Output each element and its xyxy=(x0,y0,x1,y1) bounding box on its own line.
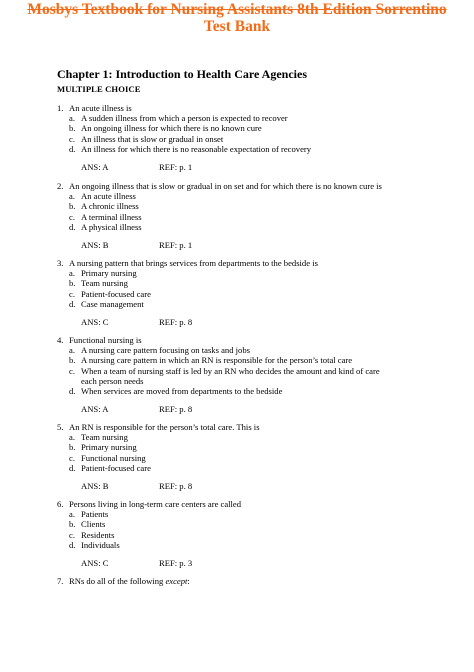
option-a xyxy=(57,432,437,442)
option-letter: b. xyxy=(69,123,76,134)
option-text: Functional nursing xyxy=(81,452,146,463)
answer-line xyxy=(57,162,437,173)
option-b xyxy=(57,442,437,452)
question-7 xyxy=(57,576,437,586)
option-a xyxy=(57,191,437,201)
question-number: 4. xyxy=(57,335,64,345)
question-2 xyxy=(57,181,437,251)
option-a xyxy=(57,345,437,355)
answer-line xyxy=(57,317,437,328)
option-a xyxy=(57,509,437,519)
answer-line xyxy=(57,240,437,251)
answer-line xyxy=(57,481,437,492)
question-number: 6. xyxy=(57,499,64,509)
option-text: Primary nursing xyxy=(81,268,137,279)
option-letter: a. xyxy=(69,191,75,202)
option-b xyxy=(57,123,437,133)
option-d xyxy=(57,299,437,309)
question-number: 2. xyxy=(57,181,64,191)
question-text: RNs do all of the following xyxy=(69,576,166,586)
question-stem xyxy=(57,499,437,509)
option-a xyxy=(57,113,437,123)
option-text: A nursing care pattern in which an RN is responsible for the person’s total care xyxy=(81,355,353,366)
option-text: Residents xyxy=(81,529,115,540)
option-text: A nursing care pattern focusing on tasks and jobs xyxy=(81,345,250,356)
option-text: Primary nursing xyxy=(81,442,137,453)
question-stem xyxy=(57,422,437,432)
option-text: Team nursing xyxy=(81,432,128,443)
option-letter: a. xyxy=(69,345,75,356)
question-text-emphasis: except xyxy=(165,576,188,586)
answer-line xyxy=(57,558,437,569)
option-letter: c. xyxy=(69,529,75,540)
option-letter: c. xyxy=(69,365,75,376)
option-letter: c. xyxy=(69,452,75,463)
question-text-end: : xyxy=(187,576,190,586)
option-text: An acute illness xyxy=(81,191,136,202)
question-text: An ongoing illness that is slow or gradual in on set and for which there is no known cure is xyxy=(69,181,382,191)
option-letter: b. xyxy=(69,519,76,530)
option-b xyxy=(57,201,437,211)
reference: REF: p. 1 xyxy=(159,162,193,173)
option-b xyxy=(57,278,437,288)
option-c xyxy=(57,366,381,386)
question-stem xyxy=(57,576,437,586)
question-3 xyxy=(57,258,437,328)
reference: REF: p. 8 xyxy=(159,481,193,492)
answer: ANS: C xyxy=(81,558,109,569)
option-letter: a. xyxy=(69,432,75,443)
option-letter: d. xyxy=(69,539,76,550)
question-text: Persons living in long-term care centers are called xyxy=(69,499,242,509)
reference: REF: p. 8 xyxy=(159,404,193,415)
option-text: A sudden illness from which a person is expected to recover xyxy=(81,113,288,124)
question-stem xyxy=(57,181,437,191)
question-number: 1. xyxy=(57,103,64,113)
option-text: When services are moved from departments to the bedside xyxy=(81,386,283,397)
option-d xyxy=(57,222,437,232)
option-letter: c. xyxy=(69,211,75,222)
option-text: Clients xyxy=(81,519,106,530)
option-c xyxy=(57,530,437,540)
answer: ANS: A xyxy=(81,404,109,415)
option-text: Patient-focused care xyxy=(81,462,151,473)
chapter-heading: Chapter 1: Introduction to Health Care Agencies xyxy=(57,67,307,81)
option-text: A terminal illness xyxy=(81,211,142,222)
question-stem xyxy=(57,258,437,268)
question-number: 7. xyxy=(57,576,64,586)
option-letter: a. xyxy=(69,268,75,279)
document-title xyxy=(0,1,474,35)
answer: ANS: C xyxy=(81,317,109,328)
option-c xyxy=(57,134,437,144)
option-d xyxy=(57,463,437,473)
question-5 xyxy=(57,422,437,492)
question-1 xyxy=(57,103,437,173)
option-text: Patients xyxy=(81,509,109,520)
option-text: A chronic illness xyxy=(81,201,139,212)
option-b xyxy=(57,519,437,529)
option-text: A physical illness xyxy=(81,221,142,232)
answer: ANS: B xyxy=(81,481,109,492)
answer: ANS: B xyxy=(81,240,109,251)
option-a xyxy=(57,268,437,278)
option-letter: b. xyxy=(69,355,76,366)
reference: REF: p. 3 xyxy=(159,558,193,569)
option-text: When a team of nursing staff is led by an RN who decides the amount and kind of care each person needs xyxy=(81,365,380,386)
option-letter: a. xyxy=(69,509,75,520)
question-text: Functional nursing is xyxy=(69,335,142,345)
question-text: An acute illness is xyxy=(69,103,132,113)
option-c xyxy=(57,289,437,299)
option-letter: b. xyxy=(69,442,76,453)
title-line-1: Mosbys Textbook for Nursing Assistants 8th Edition Sorrentino xyxy=(27,1,447,18)
option-letter: d. xyxy=(69,386,76,397)
question-text: An RN is responsible for the person’s total care. This is xyxy=(69,422,260,432)
option-letter: d. xyxy=(69,143,76,154)
option-b xyxy=(57,355,437,365)
reference: REF: p. 1 xyxy=(159,240,193,251)
question-number: 3. xyxy=(57,258,64,268)
question-stem xyxy=(57,103,437,113)
answer: ANS: A xyxy=(81,162,109,173)
option-letter: b. xyxy=(69,201,76,212)
question-6 xyxy=(57,499,437,569)
question-text: A nursing pattern that brings services from departments to the bedside is xyxy=(69,258,318,268)
option-text: Case management xyxy=(81,298,144,309)
option-d xyxy=(57,144,437,154)
option-c xyxy=(57,212,437,222)
option-letter: a. xyxy=(69,113,75,124)
option-d xyxy=(57,540,437,550)
option-letter: b. xyxy=(69,278,76,289)
option-text: An ongoing illness for which there is no known cure xyxy=(81,123,262,134)
reference: REF: p. 8 xyxy=(159,317,193,328)
question-number: 5. xyxy=(57,422,64,432)
option-text: Individuals xyxy=(81,539,120,550)
option-text: An illness that is slow or gradual in onset xyxy=(81,133,224,144)
section-heading: MULTIPLE CHOICE xyxy=(57,84,141,94)
answer-line xyxy=(57,404,437,415)
option-letter: d. xyxy=(69,221,76,232)
option-letter: d. xyxy=(69,298,76,309)
option-c xyxy=(57,453,437,463)
title-line-2: Test Bank xyxy=(203,18,271,35)
option-text: Patient-focused care xyxy=(81,288,151,299)
option-letter: c. xyxy=(69,133,75,144)
question-stem xyxy=(57,335,437,345)
option-d xyxy=(57,386,437,396)
option-text: Team nursing xyxy=(81,278,128,289)
option-letter: d. xyxy=(69,462,76,473)
option-letter: c. xyxy=(69,288,75,299)
option-text: An illness for which there is no reasonable expectation of recovery xyxy=(81,143,312,154)
question-4 xyxy=(57,335,437,415)
